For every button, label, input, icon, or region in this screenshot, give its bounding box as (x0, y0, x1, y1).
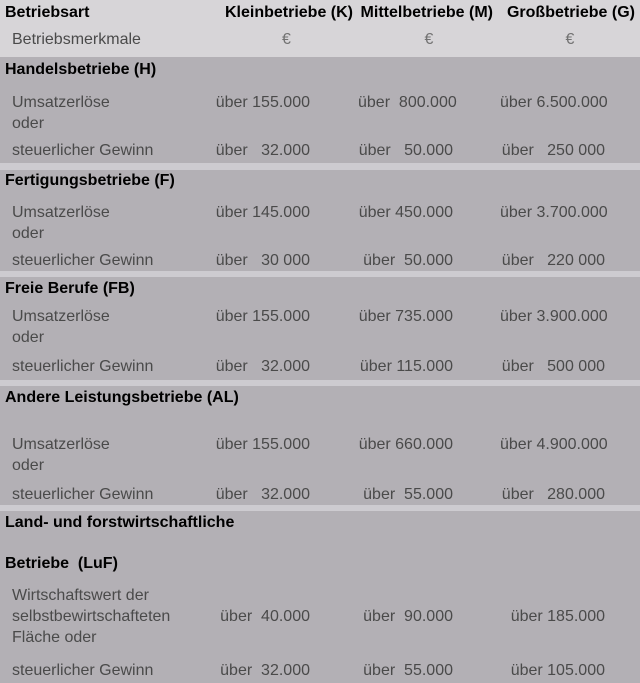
row-label: steuerlicher Gewinn (12, 252, 154, 269)
table-row (0, 455, 640, 476)
value-grossbetriebe: über 220 000 (501, 252, 605, 269)
table-row (0, 434, 640, 455)
row-label: Umsatzerlöse (12, 204, 110, 221)
row-label: oder (12, 225, 45, 242)
row-label-betriebsmerkmale: Betriebsmerkmale (12, 31, 141, 48)
value-mittelbetriebe: über 660.000 (358, 436, 453, 453)
value-mittelbetriebe: über 800.000 (358, 94, 457, 111)
table-row (0, 484, 640, 505)
row-label: oder (12, 329, 45, 346)
value-mittelbetriebe: über 50.000 (358, 142, 453, 159)
section-andere-leistungsbetriebe (0, 386, 640, 505)
value-kleinbetriebe: über 155.000 (215, 94, 310, 111)
table-row (0, 627, 640, 648)
row-label: steuerlicher Gewinn (12, 142, 154, 159)
value-kleinbetriebe: über 32.000 (215, 142, 310, 159)
section-title: Andere Leistungsbetriebe (AL) (5, 389, 239, 406)
row-label: Wirtschaftswert der (12, 587, 149, 604)
row-label: Fläche oder (12, 629, 97, 646)
table-row (0, 660, 640, 681)
value-kleinbetriebe: über 32.000 (215, 486, 310, 503)
section-title: Handelsbetriebe (H) (5, 61, 157, 78)
value-mittelbetriebe: über 50.000 (363, 252, 453, 269)
row-label: oder (12, 457, 45, 474)
value-mittelbetriebe: über 55.000 (363, 486, 453, 503)
row-label: Umsatzerlöse (12, 94, 110, 111)
row-label: steuerlicher Gewinn (12, 358, 154, 375)
table-row (0, 306, 640, 327)
table-row (0, 202, 640, 223)
table-header (0, 0, 640, 57)
column-header-grossbetriebe: Großbetriebe (G) (506, 4, 635, 21)
value-grossbetriebe: über 3.900.000 (500, 308, 608, 325)
row-label: selbstbewirtschafteten (12, 608, 171, 625)
section-title: Freie Berufe (FB) (5, 280, 135, 297)
value-kleinbetriebe: über 32.000 (220, 662, 310, 679)
value-grossbetriebe: über 280.000 (501, 486, 605, 503)
table-row (0, 585, 640, 606)
section-handelsbetriebe (0, 57, 640, 163)
value-grossbetriebe: über 250 000 (501, 142, 605, 159)
value-grossbetriebe: über 500 000 (501, 358, 605, 375)
row-label: Umsatzerlöse (12, 308, 110, 325)
value-kleinbetriebe: über 40.000 (220, 608, 310, 625)
table-row (0, 356, 640, 377)
value-mittelbetriebe: über 735.000 (358, 308, 453, 325)
section-divider (0, 163, 640, 170)
value-kleinbetriebe: über 155.000 (215, 436, 310, 453)
value-kleinbetriebe: über 30 000 (215, 252, 310, 269)
value-mittelbetriebe: über 450.000 (358, 204, 453, 221)
value-kleinbetriebe: über 32.000 (215, 358, 310, 375)
currency-symbol-k: € (282, 31, 291, 48)
value-kleinbetriebe: über 155.000 (215, 308, 310, 325)
table-row (0, 140, 640, 161)
section-title: Land- und forstwirtschaftliche (5, 514, 235, 531)
column-header-mittelbetriebe: Mittelbetriebe (M) (360, 4, 493, 21)
value-grossbetriebe: über 3.700.000 (500, 204, 608, 221)
value-mittelbetriebe: über 90.000 (363, 608, 453, 625)
value-mittelbetriebe: über 115.000 (359, 358, 453, 375)
table-row (0, 250, 640, 271)
section-title-line2: Betriebe (LuF) (5, 555, 118, 572)
value-grossbetriebe: über 185.000 (510, 608, 605, 625)
table-row (0, 92, 640, 113)
row-label: steuerlicher Gewinn (12, 662, 154, 679)
currency-symbol-m: € (424, 31, 434, 48)
table-row (0, 113, 640, 134)
value-kleinbetriebe: über 145.000 (215, 204, 310, 221)
section-fertigungsbetriebe (0, 170, 640, 271)
table-row (0, 223, 640, 244)
section-title: Fertigungsbetriebe (F) (5, 172, 175, 189)
row-label: Umsatzerlöse (12, 436, 110, 453)
column-header-kleinbetriebe: Kleinbetriebe (K) (224, 4, 353, 21)
column-header-betriebsart: Betriebsart (5, 4, 90, 21)
section-land-und-forstwirtschaft (0, 511, 640, 683)
row-label: oder (12, 115, 45, 132)
row-label: steuerlicher Gewinn (12, 486, 154, 503)
value-mittelbetriebe: über 55.000 (363, 662, 453, 679)
value-grossbetriebe: über 6.500.000 (500, 94, 608, 111)
table-row (0, 327, 640, 348)
value-grossbetriebe: über 4.900.000 (500, 436, 608, 453)
value-grossbetriebe: über 105.000 (510, 662, 605, 679)
section-freie-berufe (0, 277, 640, 380)
currency-symbol-g: € (565, 31, 575, 48)
table-row (0, 606, 640, 627)
